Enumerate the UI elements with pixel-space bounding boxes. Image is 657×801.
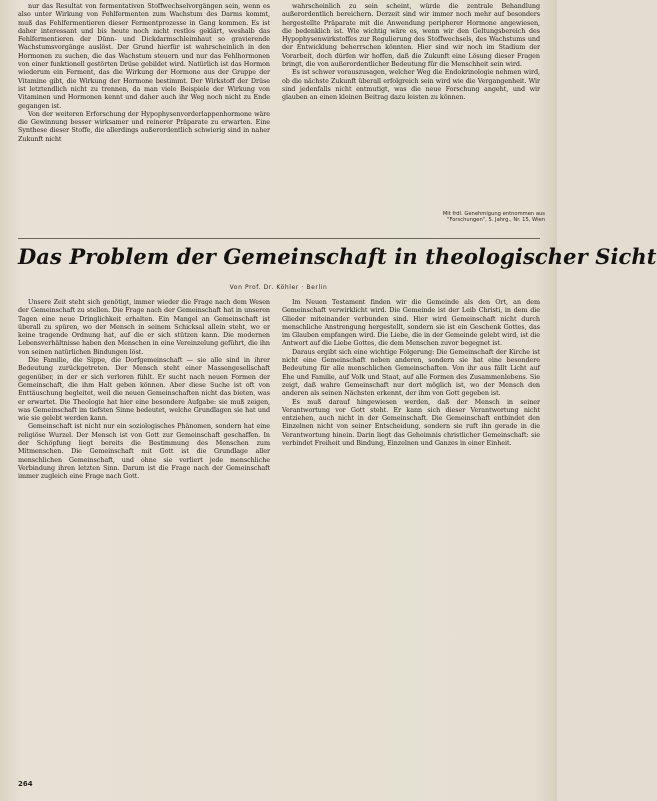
paragraph: wahrscheinlich zu sein scheint, würde die zentrale Behandlung außerordentlich bereichern. Derzeit sind wir immer noch mehr auf besonders hergestellte Präparate mit die Anwendung peripherer Hormone angewiesen, die bedenklich ist. Wie wichtig wäre es, wenn wir den Geltungsbereich des Hypophysenwirkstoffes zur Regulierung des Stoffwechsels, des Wachstums und der Entwicklung beherrschen könnten. Hier sind wir noch im Stadium der Vorarbeit, doch dürfen wir hoffen, daß die Zukunft eine Lösung dieser Fragen bringt, die von außerordentlicher Bedeutung für die Menschheit sein wird. [282, 2, 540, 69]
column-top-left [18, 2, 270, 228]
divider [18, 238, 540, 239]
article-byline: Von Prof. Dr. Köhler · Berlin [229, 284, 328, 291]
paragraph: Die Familie, die Sippe, die Dorfgemeinschaft — sie alle sind in ihrer Bedeutung zurückgetreten. Der Mensch steht einer Massengesellschaft gegenüber, in der er sich verloren fühlt. Er sucht nach neuen Formen der Gemeinschaft, die ihm Halt geben können. Aber diese Suche ist oft von Enttäuschung begleitet, weil die neuen Gemeinschaften nicht das bieten, was er erwartet. Die Theologie hat hier eine besondere Aufgabe: sie muß zeigen, was Gemeinschaft im tiefsten Sinne bedeutet, welche Grundlagen sie hat und wie sie gelebt werden kann. [18, 356, 270, 423]
article-title: Das Problem der Gemeinschaft in theologischer Sicht [18, 244, 657, 269]
paragraph: Von der weiteren Erforschung der Hypophysenvorderlappenhormone wäre die Gewinnung besser wirksamer und reinerer Präparate zu erwarten. Eine Synthese dieser Stoffe, die allerdings außerordentlich schwierig sind in naher Zukunft nicht [18, 109, 270, 143]
paragraph: Unsere Zeit steht sich genötigt, immer wieder die Frage nach dem Wesen der Gemeinschaft zu stellen. Die Frage nach der Gemeinschaft hat in unseren Tagen eine neue Dringlichkeit erhalten. Ein Mangel an Gemeinschaft ist überall zu spüren, wo der Mensch in seinem Schicksal allein steht, wo er keine tragende Ordnung hat, auf die er sich stützen kann. Die modernen Lebensverhältnisse haben den Menschen in eine Vereinzelung geführt, die ihn von seinen natürlichen Bindungen löst. [18, 298, 270, 356]
paragraph: nur das Resultat von fermentativen Stoffwechselvorgängen sein, wenn es also unter Wirkung von Fehlfermenten zum Wachstum des Darms kommt, muß das Fehlfermentieren dieser Fermentprozesse in Gang kommen. Es ist daher interessant und bis heute noch nicht restlos geklärt, weshalb das Fehlfermentieren der Dünn- und Dickdarmschleimhaut so gravierende Wachstumsvorgänge auslöst. Der Grund hierfür ist wahrscheinlich in den Hormonen zu suchen, die das Wachstum steuern und nur das Fehlhormonen von einer funktionell gestörten Drüse gebildet wird. Natürlich ist das Hormon wiederum ein Ferment, das die Wirkung der Hormone aus der Gruppe der Vitamine gibt, die Wirkung der Hormone bestimmt. Der Wirkstoff der Drüse ist letztendlich nicht zu trennen, da man viele Beispiele der Wirkung von Vitaminen und Hormonen kennt und daher auch ihr Weg noch nicht zu Ende gegangen ist. [18, 2, 270, 110]
paragraph: Es muß darauf hingewiesen werden, daß der Mensch in seiner Verantwortung vor Gott steht. Er kann sich dieser Verantwortung nicht entziehen, auch nicht in der Gemeinschaft. Die Gemeinschaft entbindet den Einzelnen nicht von seiner Entscheidung, sondern sie ruft ihn gerade in die Verantwortung hinein. Darin liegt das Geheimnis christlicher Gemeinschaft: sie verbindet Freiheit und Bindung, Einzelnen und Ganzes in einer Einheit. [282, 397, 540, 448]
paragraph: Gemeinschaft ist nicht nur ein soziologisches Phänomen, sondern hat eine religiöse Wurzel. Der Mensch ist von Gott zur Gemeinschaft geschaffen. In der Schöpfung liegt bereits die Bestimmung des Menschen zum Mitmenschen. Die Gemeinschaft mit Gott ist die Grundlage aller menschlichen Gemeinschaft, und ohne sie verliert jede menschliche Verbindung ihren letzten Sinn. Darum ist die Frage nach der Gemeinschaft immer zugleich eine Frage nach Gott. [18, 422, 270, 481]
paragraph: Im Neuen Testament finden wir die Gemeinde als den Ort, an dem Gemeinschaft verwirklicht wird. Die Gemeinde ist der Leib Christi, in dem die Glieder miteinander verbunden sind. Hier wird Gemeinschaft nicht durch menschliche Anstrengung hergestellt, sondern sie ist ein Geschenk Gottes, das im Glauben empfangen wird. Die Liebe, die in der Gemeinde gelebt wird, ist die Antwort auf die Liebe Gottes, die dem Menschen zuvor begegnet ist. [282, 298, 540, 348]
column-top-right [282, 2, 540, 162]
paragraph: Es ist schwer vorauszusagen, welcher Weg die Endokrinologie nehmen wird, ob die nächste Zukunft überall erfolgreich sein wird wie die Vergangenheit. Wir sind jedenfalls nicht entmutigt, was die neue Forschung angeht, und wir glauben an einen kleinen Beitrag dazu leisten zu können. [282, 68, 540, 102]
page-number: 264 [18, 780, 33, 788]
paragraph: Daraus ergibt sich eine wichtige Folgerung: Die Gemeinschaft der Kirche ist nicht eine Gemeinschaft neben anderen, sondern sie hat eine besondere Bedeutung für alle menschlichen Gemeinschaften. Von ihr aus fällt Licht auf Ehe und Familie, auf Volk und Staat, auf alle Formen des Zusammenlebens. Sie zeigt, daß wahre Gemeinschaft nur dort möglich ist, wo der Mensch den anderen als seinen Nächsten erkennt, der ihm von Gott gegeben ist. [282, 347, 540, 398]
column-bottom-right [282, 298, 540, 778]
column-bottom-left [18, 298, 270, 778]
source-caption: Mit frdl. Genehmigung entnommen aus "Forschungen", 5. Jahrg., Nr. 15, Wien [442, 211, 545, 224]
